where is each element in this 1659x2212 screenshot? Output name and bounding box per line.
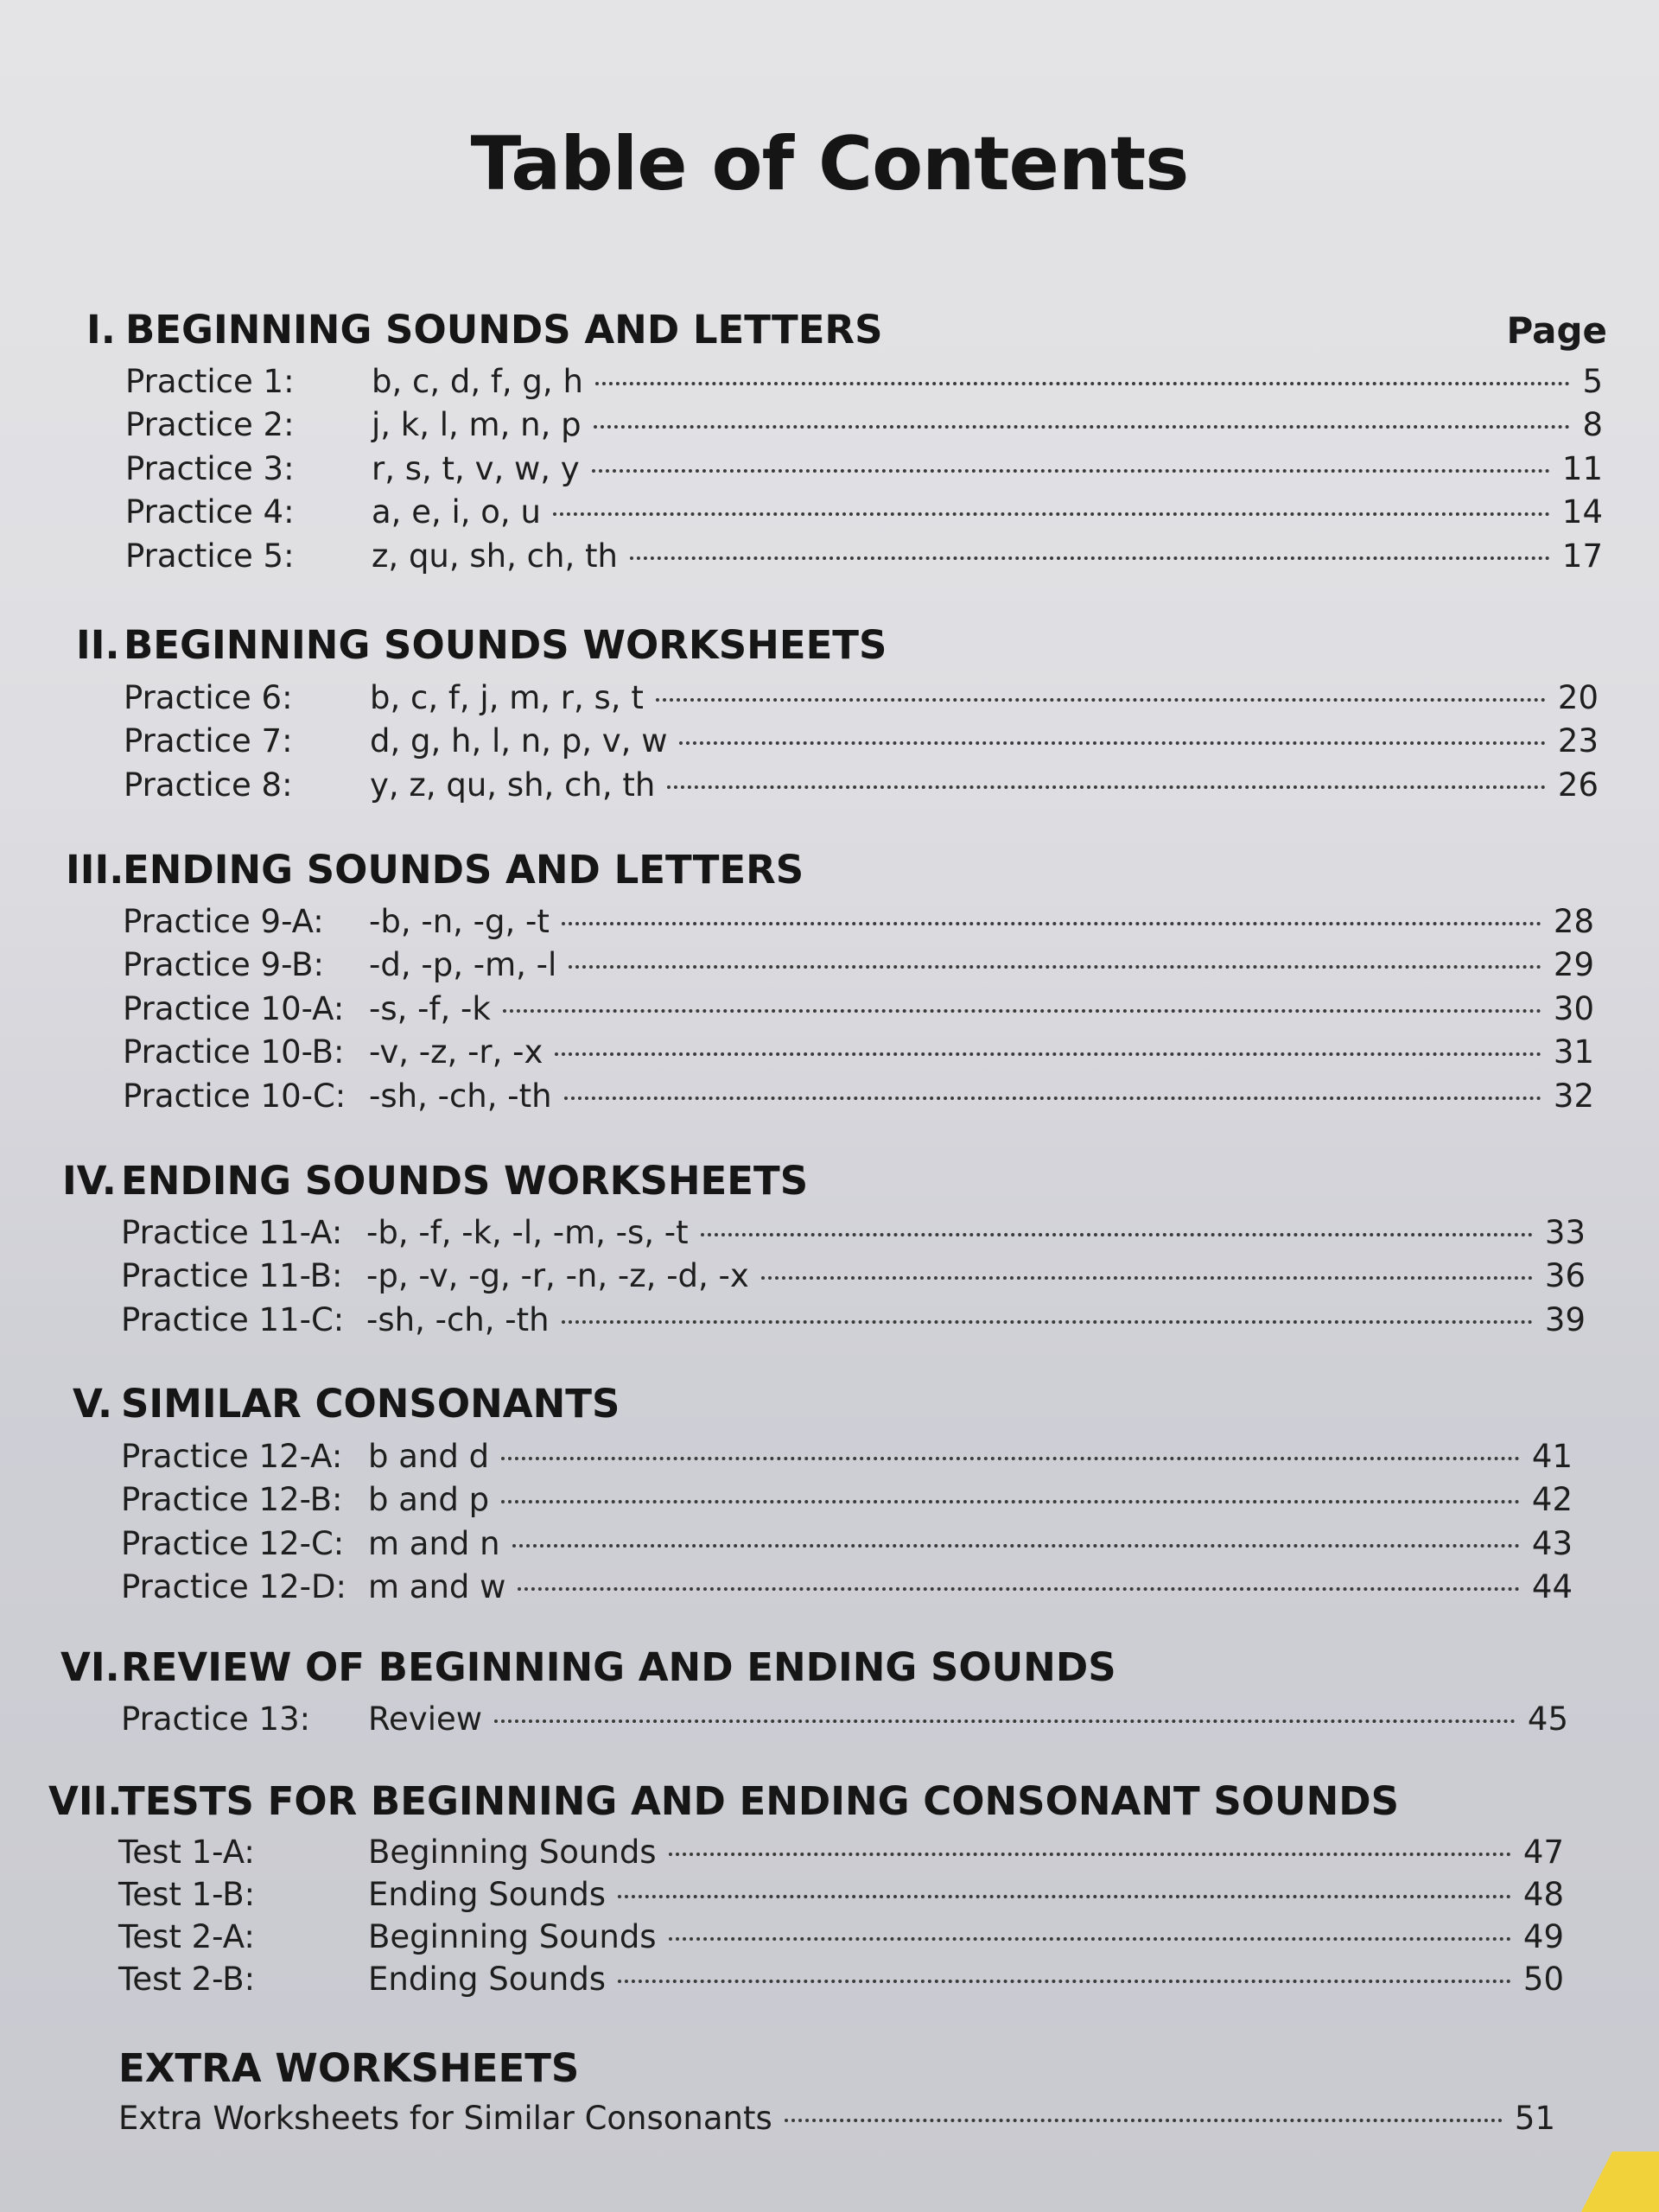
section-number: V. bbox=[73, 1381, 113, 1427]
toc-entry bbox=[118, 1876, 1564, 1913]
entry-description: Beginning Sounds bbox=[368, 1918, 657, 1955]
toc-entry bbox=[121, 1481, 1573, 1518]
entry-description: b, c, f, j, m, r, s, t bbox=[370, 679, 644, 716]
dot-leader bbox=[618, 1980, 1511, 1983]
entry-description: Beginning Sounds bbox=[368, 1834, 657, 1871]
entry-description: Review bbox=[368, 1700, 483, 1738]
entry-label: Practice 11-C: bbox=[121, 1301, 345, 1338]
entry-label: Practice 3: bbox=[125, 450, 295, 487]
entry-description: b and d bbox=[368, 1438, 490, 1475]
dot-leader bbox=[512, 1544, 1520, 1548]
section-number: VII. bbox=[48, 1778, 123, 1824]
entry-label: Practice 11-B: bbox=[121, 1257, 343, 1294]
section-title: BEGINNING SOUNDS WORKSHEETS bbox=[124, 622, 887, 668]
entry-page-number: 28 bbox=[1553, 903, 1594, 940]
section-number: VI. bbox=[60, 1644, 120, 1690]
entry-page-number: 32 bbox=[1553, 1077, 1594, 1115]
section-number: IV. bbox=[62, 1158, 117, 1204]
entry-description: Ending Sounds bbox=[368, 1961, 607, 1998]
section-number: III. bbox=[66, 847, 124, 893]
dot-leader bbox=[701, 1233, 1533, 1236]
entry-page-number: 30 bbox=[1553, 990, 1594, 1027]
page-column-header: Page bbox=[1506, 309, 1607, 352]
entry-description: r, s, t, v, w, y bbox=[372, 450, 580, 487]
toc-entry bbox=[118, 1918, 1564, 1955]
section-title: BEGINNING SOUNDS AND LETTERS bbox=[125, 307, 883, 353]
toc-entry bbox=[125, 493, 1603, 531]
section-heading bbox=[76, 622, 887, 668]
dot-leader bbox=[501, 1500, 1520, 1503]
entry-description: -p, -v, -g, -r, -n, -z, -d, -x bbox=[366, 1257, 749, 1294]
toc-entry bbox=[123, 1077, 1594, 1115]
entry-page-number: 23 bbox=[1557, 722, 1599, 760]
toc-entry bbox=[123, 903, 1594, 940]
toc-entry bbox=[121, 1214, 1586, 1251]
entry-label: Practice 1: bbox=[125, 363, 295, 400]
section-title: EXTRA WORKSHEETS bbox=[118, 2045, 580, 2091]
dot-leader bbox=[594, 425, 1571, 429]
dot-leader bbox=[562, 1320, 1533, 1324]
dot-leader bbox=[555, 1052, 1541, 1056]
entry-page-number: 47 bbox=[1522, 1834, 1564, 1871]
entry-label: Practice 8: bbox=[124, 766, 293, 804]
entry-page-number: 5 bbox=[1582, 363, 1603, 400]
entry-label: Practice 2: bbox=[125, 406, 295, 443]
section-title: ENDING SOUNDS WORKSHEETS bbox=[121, 1158, 809, 1204]
entry-label: Practice 11-A: bbox=[121, 1214, 343, 1251]
toc-entry bbox=[118, 2100, 1555, 2137]
entry-label: Practice 10-A: bbox=[123, 990, 345, 1027]
dot-leader bbox=[785, 2119, 1503, 2122]
dot-leader bbox=[494, 1719, 1516, 1723]
entry-description: -s, -f, -k bbox=[369, 990, 491, 1027]
entry-page-number: 17 bbox=[1561, 537, 1603, 575]
section-heading bbox=[62, 1158, 808, 1204]
entry-page-number: 33 bbox=[1544, 1214, 1586, 1251]
entry-description: -b, -f, -k, -l, -m, -s, -t bbox=[366, 1214, 689, 1251]
toc-entry bbox=[123, 1033, 1594, 1071]
entry-label: Practice 5: bbox=[125, 537, 295, 575]
entry-description: b, c, d, f, g, h bbox=[372, 363, 583, 400]
entry-label: Practice 7: bbox=[124, 722, 293, 760]
entry-description: y, z, qu, sh, ch, th bbox=[370, 766, 656, 804]
dot-leader bbox=[503, 1009, 1541, 1013]
entry-description: -d, -p, -m, -l bbox=[369, 946, 557, 983]
toc-entry bbox=[125, 406, 1603, 443]
toc-entry bbox=[121, 1525, 1573, 1562]
dot-leader bbox=[630, 556, 1550, 560]
entry-description: -b, -n, -g, -t bbox=[369, 903, 550, 940]
entry-label: Practice 12-A: bbox=[121, 1438, 343, 1475]
entry-description: -v, -z, -r, -x bbox=[369, 1033, 543, 1071]
dot-leader bbox=[669, 1937, 1511, 1941]
entry-page-number: 41 bbox=[1531, 1438, 1573, 1475]
entry-description: b and p bbox=[368, 1481, 490, 1518]
toc-entry bbox=[118, 1834, 1564, 1871]
dot-leader bbox=[564, 1096, 1541, 1100]
toc-entry bbox=[125, 363, 1603, 400]
entry-page-number: 44 bbox=[1531, 1568, 1573, 1605]
entry-label: Practice 12-C: bbox=[121, 1525, 345, 1562]
entry-label: Practice 4: bbox=[125, 493, 295, 531]
toc-entry bbox=[123, 946, 1594, 983]
section-heading bbox=[66, 847, 804, 893]
entry-label: Practice 6: bbox=[124, 679, 293, 716]
entry-page-number: 45 bbox=[1527, 1700, 1568, 1738]
section-heading bbox=[48, 1778, 1399, 1824]
entry-description: z, qu, sh, ch, th bbox=[372, 537, 618, 575]
entry-label: Practice 9-B: bbox=[123, 946, 324, 983]
entry-page-number: 51 bbox=[1514, 2100, 1555, 2137]
entry-page-number: 39 bbox=[1544, 1301, 1586, 1338]
toc-entry bbox=[124, 679, 1599, 716]
entry-description: d, g, h, l, n, p, v, w bbox=[370, 722, 668, 760]
toc-entry bbox=[121, 1700, 1568, 1738]
entry-page-number: 20 bbox=[1557, 679, 1599, 716]
entry-page-number: 26 bbox=[1557, 766, 1599, 804]
dot-leader bbox=[669, 1853, 1511, 1856]
toc-entry bbox=[125, 537, 1603, 575]
entry-label: Test 2-A: bbox=[118, 1918, 255, 1955]
entry-page-number: 11 bbox=[1561, 450, 1603, 487]
entry-label: Test 1-B: bbox=[118, 1876, 256, 1913]
section-title: REVIEW OF BEGINNING AND ENDING SOUNDS bbox=[121, 1644, 1116, 1690]
entry-page-number: 14 bbox=[1561, 493, 1603, 531]
section-heading bbox=[73, 1381, 620, 1427]
dot-leader bbox=[618, 1895, 1511, 1898]
dot-leader bbox=[656, 698, 1546, 702]
dot-leader bbox=[667, 785, 1546, 789]
toc-entry bbox=[121, 1438, 1573, 1475]
entry-page-number: 48 bbox=[1522, 1876, 1564, 1913]
entry-page-number: 31 bbox=[1553, 1033, 1594, 1071]
toc-entry bbox=[118, 1961, 1564, 1998]
entry-description: m and n bbox=[368, 1525, 500, 1562]
section-title: SIMILAR CONSONANTS bbox=[121, 1381, 620, 1427]
entry-description: a, e, i, o, u bbox=[372, 493, 541, 531]
dot-leader bbox=[679, 741, 1545, 745]
toc-entry bbox=[124, 722, 1599, 760]
dot-leader bbox=[562, 922, 1541, 925]
entry-description: j, k, l, m, n, p bbox=[372, 406, 582, 443]
section-title: ENDING SOUNDS AND LETTERS bbox=[123, 847, 804, 893]
entry-label: Practice 12-D: bbox=[121, 1568, 346, 1605]
dot-leader bbox=[553, 512, 1550, 516]
entry-description: -sh, -ch, -th bbox=[369, 1077, 552, 1115]
entry-page-number: 49 bbox=[1522, 1918, 1564, 1955]
entry-label: Test 2-B: bbox=[118, 1961, 256, 1998]
entry-page-number: 43 bbox=[1531, 1525, 1573, 1562]
entry-label: Practice 13: bbox=[121, 1700, 311, 1738]
section-number: II. bbox=[76, 622, 120, 668]
section-heading bbox=[118, 2045, 579, 2091]
entry-page-number: 29 bbox=[1553, 946, 1594, 983]
dot-leader bbox=[569, 965, 1541, 969]
entry-description: Ending Sounds bbox=[368, 1876, 607, 1913]
dot-leader bbox=[592, 469, 1550, 473]
section-heading bbox=[86, 307, 883, 353]
entry-label: Test 1-A: bbox=[118, 1834, 255, 1871]
section-number: I. bbox=[86, 307, 116, 353]
section-title: TESTS FOR BEGINNING AND ENDING CONSONANT SOUNDS bbox=[118, 1778, 1399, 1824]
toc-entry bbox=[121, 1257, 1586, 1294]
dot-leader bbox=[518, 1587, 1519, 1591]
entry-label: Practice 9-A: bbox=[123, 903, 324, 940]
toc-entry bbox=[123, 990, 1594, 1027]
dot-leader bbox=[595, 382, 1571, 385]
toc-entry bbox=[125, 450, 1603, 487]
dot-leader bbox=[501, 1457, 1520, 1460]
entry-page-number: 8 bbox=[1582, 406, 1603, 443]
entry-label: Practice 12-B: bbox=[121, 1481, 343, 1518]
toc-entry bbox=[121, 1568, 1573, 1605]
entry-description: -sh, -ch, -th bbox=[366, 1301, 550, 1338]
entry-description: m and w bbox=[368, 1568, 506, 1605]
page-title: Table of Contents bbox=[470, 121, 1189, 207]
yellow-paper-corner bbox=[1581, 2152, 1659, 2212]
entry-description: Extra Worksheets for Similar Consonants bbox=[118, 2100, 772, 2137]
entry-page-number: 42 bbox=[1531, 1481, 1573, 1518]
toc-entry bbox=[124, 766, 1599, 804]
entry-page-number: 36 bbox=[1544, 1257, 1586, 1294]
entry-page-number: 50 bbox=[1522, 1961, 1564, 1998]
toc-entry bbox=[121, 1301, 1586, 1338]
dot-leader bbox=[761, 1276, 1533, 1280]
entry-label: Practice 10-C: bbox=[123, 1077, 346, 1115]
section-heading bbox=[60, 1644, 1116, 1690]
entry-label: Practice 10-B: bbox=[123, 1033, 345, 1071]
